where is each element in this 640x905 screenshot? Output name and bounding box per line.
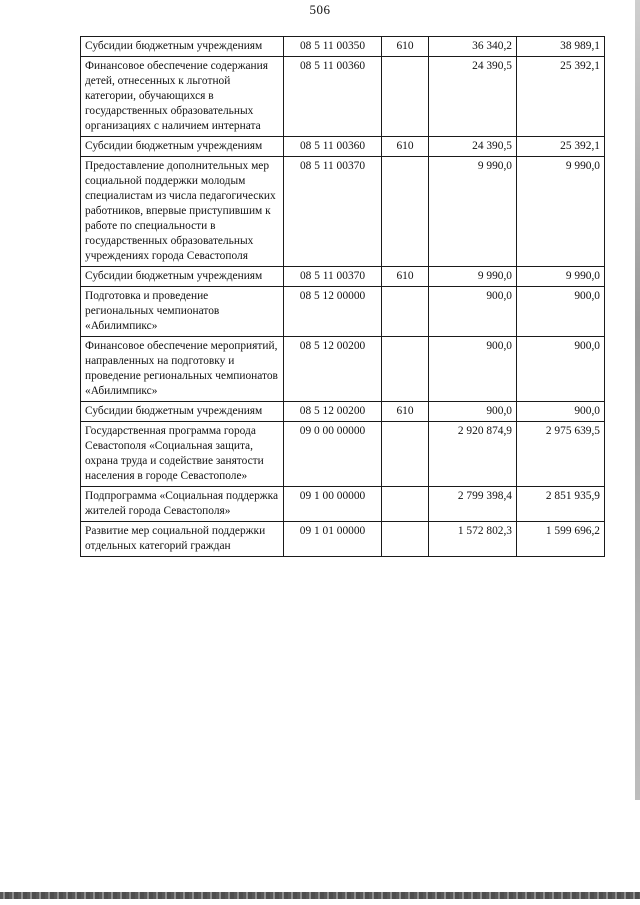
row-expense-type-cell	[382, 287, 429, 337]
row-code-cell: 08 5 11 00370	[284, 157, 382, 267]
scan-edge-artifact	[635, 0, 640, 800]
row-name-cell: Финансовое обеспечение содержания детей, отнесенных к льготной категории, обучающихся в государственных образовательных организациях с наличием интерната	[81, 57, 284, 137]
scan-bottom-artifact	[0, 892, 640, 899]
row-expense-type-cell	[382, 157, 429, 267]
page-number: 506	[309, 2, 331, 17]
row-name-cell: Субсидии бюджетным учреждениям	[81, 137, 284, 157]
row-code-cell: 08 5 12 00200	[284, 402, 382, 422]
row-expense-type-cell	[382, 522, 429, 557]
table-row	[81, 422, 605, 487]
row-amount-year1-cell: 24 390,5	[429, 137, 517, 157]
table-row	[81, 57, 605, 137]
row-expense-type-cell	[382, 57, 429, 137]
table-row	[81, 487, 605, 522]
row-amount-year1-cell: 900,0	[429, 337, 517, 402]
row-amount-year2-cell: 900,0	[517, 402, 605, 422]
table-row	[81, 287, 605, 337]
row-amount-year1-cell: 900,0	[429, 402, 517, 422]
row-expense-type-cell	[382, 487, 429, 522]
row-expense-type-cell	[382, 422, 429, 487]
row-name-cell: Развитие мер социальной поддержки отдельных категорий граждан	[81, 522, 284, 557]
row-expense-type-cell: 610	[382, 402, 429, 422]
table-row	[81, 37, 605, 57]
row-expense-type-cell	[382, 337, 429, 402]
row-amount-year1-cell: 9 990,0	[429, 157, 517, 267]
row-name-cell: Субсидии бюджетным учреждениям	[81, 267, 284, 287]
row-code-cell: 09 1 00 00000	[284, 487, 382, 522]
row-amount-year1-cell: 1 572 802,3	[429, 522, 517, 557]
row-name-cell: Финансовое обеспечение мероприятий, направленных на подготовку и проведение региональных чемпионатов «Абилимпикс»	[81, 337, 284, 402]
row-code-cell: 09 0 00 00000	[284, 422, 382, 487]
row-expense-type-cell: 610	[382, 267, 429, 287]
row-amount-year1-cell: 900,0	[429, 287, 517, 337]
row-name-cell: Предоставление дополнительных мер социальной поддержки молодым специалистам из числа педагогических работников, впервые приступившим к работе по специальности в государственных образовательных учреждениях города Севастополя	[81, 157, 284, 267]
row-code-cell: 08 5 11 00350	[284, 37, 382, 57]
row-name-cell: Субсидии бюджетным учреждениям	[81, 37, 284, 57]
row-expense-type-cell: 610	[382, 37, 429, 57]
table-row	[81, 137, 605, 157]
budget-table-body	[81, 37, 605, 557]
row-amount-year2-cell: 900,0	[517, 337, 605, 402]
row-code-cell: 09 1 01 00000	[284, 522, 382, 557]
row-amount-year2-cell: 900,0	[517, 287, 605, 337]
row-code-cell: 08 5 12 00200	[284, 337, 382, 402]
row-amount-year2-cell: 1 599 696,2	[517, 522, 605, 557]
row-code-cell: 08 5 11 00360	[284, 57, 382, 137]
row-amount-year2-cell: 25 392,1	[517, 137, 605, 157]
row-expense-type-cell: 610	[382, 137, 429, 157]
row-name-cell: Субсидии бюджетным учреждениям	[81, 402, 284, 422]
row-name-cell: Подпрограмма «Социальная поддержка жителей города Севастополя»	[81, 487, 284, 522]
row-code-cell: 08 5 12 00000	[284, 287, 382, 337]
row-code-cell: 08 5 11 00370	[284, 267, 382, 287]
row-amount-year1-cell: 24 390,5	[429, 57, 517, 137]
table-row	[81, 337, 605, 402]
row-amount-year1-cell: 2 920 874,9	[429, 422, 517, 487]
row-amount-year2-cell: 9 990,0	[517, 267, 605, 287]
table-row	[81, 157, 605, 267]
row-amount-year2-cell: 2 975 639,5	[517, 422, 605, 487]
row-amount-year2-cell: 9 990,0	[517, 157, 605, 267]
table-row	[81, 267, 605, 287]
row-amount-year1-cell: 9 990,0	[429, 267, 517, 287]
row-amount-year2-cell: 2 851 935,9	[517, 487, 605, 522]
row-amount-year1-cell: 36 340,2	[429, 37, 517, 57]
row-amount-year2-cell: 25 392,1	[517, 57, 605, 137]
table-row	[81, 522, 605, 557]
table-row	[81, 402, 605, 422]
row-code-cell: 08 5 11 00360	[284, 137, 382, 157]
row-amount-year1-cell: 2 799 398,4	[429, 487, 517, 522]
row-name-cell: Государственная программа города Севастополя «Социальная защита, охрана труда и содействие занятости населения в городе Севастополе»	[81, 422, 284, 487]
budget-table	[80, 36, 605, 557]
row-amount-year2-cell: 38 989,1	[517, 37, 605, 57]
row-name-cell: Подготовка и проведение региональных чемпионатов «Абилимпикс»	[81, 287, 284, 337]
